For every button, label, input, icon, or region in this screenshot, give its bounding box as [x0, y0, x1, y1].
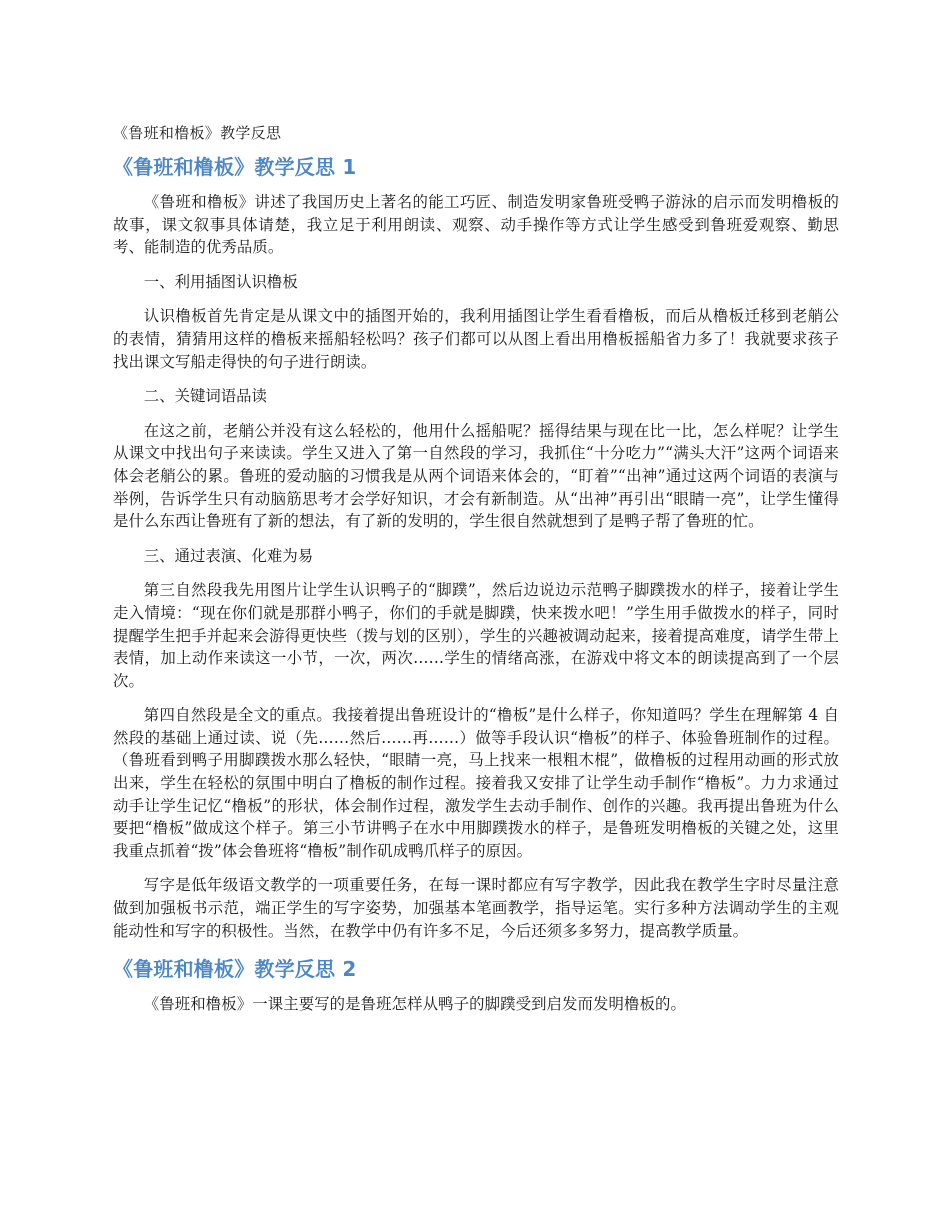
document-title: 《鲁班和橹板》教学反思 — [113, 124, 282, 142]
section-2-heading: 《鲁班和橹板》教学反思 2 — [113, 957, 357, 982]
subheading-illustration: 一、利用插图认识橹板 — [143, 272, 298, 291]
paragraph-writing: 写字是低年级语文教学的一项重要任务，在每一课时都应有写字教学，因此我在教学生字时尽量注意做到加强板书示范，端正学生的写字姿势，加强基本笔画教学，指导运笔。实行多种方法调动学生的主观能动性和写字的积极性。当然，在教学中仍有许多不足，今后还须多多努力，提高教学质量。 — [113, 876, 839, 940]
section-1-heading: 《鲁班和橹板》教学反思 1 — [113, 155, 357, 179]
section-2-intro-paragraph: 《鲁班和橹板》一课主要写的是鲁班怎样从鸭子的脚蹼受到启发而发明橹板的。 — [143, 995, 686, 1014]
paragraph-key-words: 在这之前，老艄公并没有这么轻松的，他用什么摇船呢？摇得结果与现在比一比，怎么样呢？让学生从课文中找出句子来读读。学生又进入了第一自然段的学习，我抓住“十分吃力”“满头大汗”这两个词语来体会老艄公的累。鲁班的爱动脑的习惯我是从两个词语来体会的，“盯着”“出神”通过这两个词语的表演与举例，告诉学生只有动脑筋思考才会学好知识，才会有新制造。从“出神”再引出“眼睛一亮”，让学生懂得是什么东西让鲁班有了新的想法，有了新的发明的，学生很自然就想到了是鸭子帮了鲁班的忙。 — [113, 421, 839, 531]
subheading-performance: 三、通过表演、化难为易 — [143, 546, 314, 565]
paragraph-illustration: 认识橹板首先肯定是从课文中的插图开始的，我利用插图让学生看看橹板，而后从橹板迁移到老艄公的表情，猜猜用这样的橹板来摇船轻松吗？孩子们都可以从图上看出用橹板摇船省力多了！我就要求孩子找出课文写船走得快的句子进行朗读。 — [113, 307, 839, 371]
subheading-key-words: 二、关键词语品读 — [143, 387, 267, 406]
section-1-intro-paragraph: 《鲁班和橹板》讲述了我国历史上著名的能工巧匠、制造发明家鲁班受鸭子游泳的启示而发明橹板的故事，课文叙事具体请楚，我立足于利用朗读、观察、动手操作等方式让学生感受到鲁班爱观察、勤思考、能制造的优秀品质。 — [113, 193, 839, 257]
document-body — [113, 122, 839, 1028]
paragraph-fourth-section: 第四自然段是全文的重点。我接着提出鲁班设计的“橹板”是什么样子，你知道吗？学生在理解第 4 自然段的基础上通过读、说（先……然后……再……）做等手段认识“橹板”的样子、体验鲁班制作的过程。（鲁班看到鸭子用脚蹼拨水那么轻快，“眼睛一亮，马上找来一根粗木棍”，做橹板的过程用动画的形式放出来，学生在轻松的氛围中明白了橹板的制作过程。接着我又安排了让学生动手制作“橹板”。力力求通过动手让学生记忆“橹板”的形状，体会制作过程，激发学生去动手制作、创作的兴趣。我再提出鲁班为什么要把“橹板”做成这个样子。第三小节讲鸭子在水中用脚蹼拨水的样子，是鲁班发明橹板的关键之处，这里我重点抓着“拨”体会鲁班将“橹板”制作矶成鸭爪样子的原因。 — [113, 706, 839, 860]
paragraph-performance: 第三自然段我先用图片让学生认识鸭子的“脚蹼”，然后边说边示范鸭子脚蹼拨水的样子，接着让学生走入情境：“现在你们就是那群小鸭子，你们的手就是脚蹼，快来拨水吧！”学生用手做拨水的样子，同时提醒学生把手并起来会游得更快些（拨与划的区别），学生的兴趣被调动起来，接着提高难度，请学生带上表情，加上动作来读这一小节，一次，两次……学生的情绪高涨，在游戏中将文本的朗读提高到了一个层次。 — [113, 581, 839, 690]
